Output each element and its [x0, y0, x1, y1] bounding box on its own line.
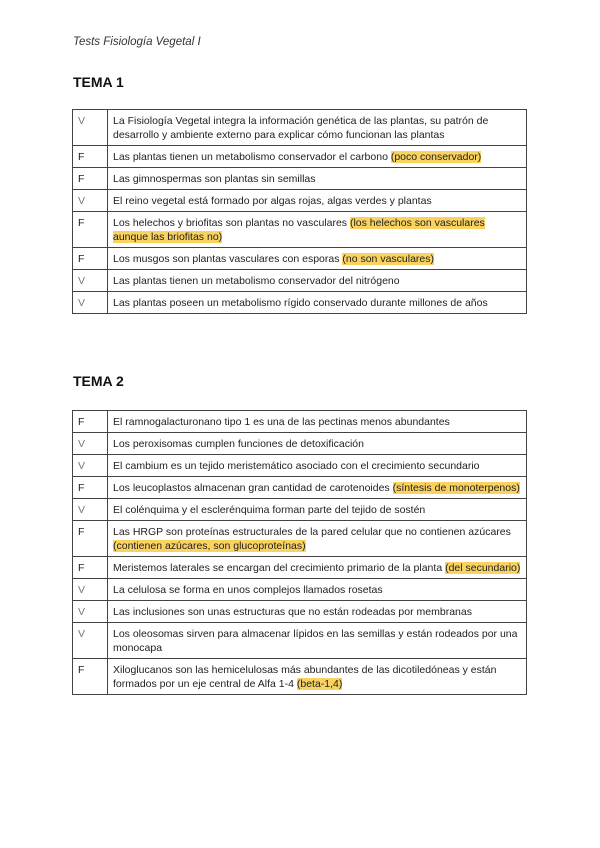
questions-table-tema-2	[72, 410, 527, 695]
statement-text: Las HRGP son proteínas estructurales de la pared celular que no contienen azúcares	[113, 526, 511, 538]
statement-text: Los musgos son plantas vasculares con esporas	[113, 253, 343, 265]
statement-text: Los helechos y briofitas son plantas no vasculares	[113, 217, 350, 229]
question-row	[73, 270, 527, 292]
statement-cell	[108, 557, 527, 579]
statement-text: La Fisiología Vegetal integra la información genética de las plantas, su patrón de desarrollo y ambiente externo para explicar cómo funcionan las plantas	[113, 115, 489, 141]
statement-cell	[108, 521, 527, 557]
answer-cell: V	[73, 292, 108, 314]
correction-highlight: (beta-1,4)	[296, 678, 343, 690]
statement-cell	[108, 601, 527, 623]
correction-highlight: (los helechos son vasculares aunque las briofitas no)	[113, 217, 485, 243]
statement-text: Las gimnospermas son plantas sin semillas	[113, 173, 316, 185]
statement-cell	[108, 168, 527, 190]
answer-cell: V	[73, 110, 108, 146]
correction-highlight: (del secundario)	[445, 562, 521, 574]
answer-cell: F	[73, 212, 108, 248]
section-title-tema-1: TEMA 1	[73, 74, 124, 90]
question-row	[73, 110, 527, 146]
answer-cell: F	[73, 557, 108, 579]
question-row	[73, 146, 527, 168]
statement-text: Los oleosomas sirven para almacenar lípidos en las semillas y están rodeados por una monocapa	[113, 628, 518, 654]
questions-table-tema-1	[72, 109, 527, 314]
question-row	[73, 623, 527, 659]
question-row	[73, 499, 527, 521]
document-header: Tests Fisiología Vegetal I	[73, 36, 201, 48]
statement-cell	[108, 110, 527, 146]
statement-text: Las plantas poseen un metabolismo rígido conservado durante millones de años	[113, 297, 488, 309]
statement-cell	[108, 270, 527, 292]
question-row	[73, 659, 527, 695]
correction-highlight: (poco conservador)	[390, 151, 482, 163]
statement-cell	[108, 248, 527, 270]
statement-text: Las plantas tienen un metabolismo conservador el carbono	[113, 151, 391, 163]
statement-text: El colénquima y el esclerénquima forman parte del tejido de sostén	[113, 504, 426, 516]
statement-cell	[108, 411, 527, 433]
question-row	[73, 557, 527, 579]
statement-cell	[108, 433, 527, 455]
correction-highlight: (contienen azúcares, son glucoproteínas)	[113, 540, 306, 552]
statement-cell	[108, 146, 527, 168]
question-row	[73, 411, 527, 433]
section-title-tema-2: TEMA 2	[73, 373, 124, 389]
question-row	[73, 579, 527, 601]
statement-cell	[108, 455, 527, 477]
question-row	[73, 521, 527, 557]
answer-cell: F	[73, 477, 108, 499]
statement-cell	[108, 212, 527, 248]
answer-cell: F	[73, 168, 108, 190]
answer-cell: V	[73, 499, 108, 521]
statement-text: Las inclusiones son unas estructuras que no están rodeadas por membranas	[113, 606, 472, 618]
statement-cell	[108, 579, 527, 601]
statement-text: El ramnogalacturonano tipo 1 es una de las pectinas menos abundantes	[113, 416, 450, 428]
question-row	[73, 477, 527, 499]
question-row	[73, 212, 527, 248]
answer-cell: F	[73, 146, 108, 168]
question-row	[73, 190, 527, 212]
statement-cell	[108, 477, 527, 499]
statement-text: Las plantas tienen un metabolismo conservador del nitrógeno	[113, 275, 400, 287]
statement-cell	[108, 623, 527, 659]
answer-cell: F	[73, 411, 108, 433]
question-row	[73, 455, 527, 477]
answer-cell: F	[73, 659, 108, 695]
answer-cell: V	[73, 455, 108, 477]
question-row	[73, 433, 527, 455]
question-row	[73, 601, 527, 623]
statement-text: La celulosa se forma en unos complejos llamados rosetas	[113, 584, 383, 596]
correction-highlight: (síntesis de monoterpenos)	[392, 482, 520, 494]
statement-cell	[108, 499, 527, 521]
answer-cell: V	[73, 601, 108, 623]
statement-cell	[108, 659, 527, 695]
answer-cell: V	[73, 579, 108, 601]
correction-highlight: (no son vasculares)	[342, 253, 434, 265]
answer-cell: V	[73, 270, 108, 292]
statement-text: El cambium es un tejido meristemático asociado con el crecimiento secundario	[113, 460, 480, 472]
statement-text: Los leucoplastos almacenan gran cantidad de carotenoides	[113, 482, 393, 494]
statement-text: Los peroxisomas cumplen funciones de detoxificación	[113, 438, 364, 450]
answer-cell: V	[73, 433, 108, 455]
answer-cell: V	[73, 190, 108, 212]
question-row	[73, 168, 527, 190]
question-row	[73, 292, 527, 314]
answer-cell: F	[73, 521, 108, 557]
statement-cell	[108, 292, 527, 314]
statement-text: Xiloglucanos son las hemicelulosas más abundantes de las dicotiledóneas y están formados por un eje central de Alfa 1-4	[113, 664, 497, 690]
answer-cell: V	[73, 623, 108, 659]
question-row	[73, 248, 527, 270]
statement-text: Meristemos laterales se encargan del crecimiento primario de la planta	[113, 562, 446, 574]
answer-cell: F	[73, 248, 108, 270]
statement-cell	[108, 190, 527, 212]
statement-text: El reino vegetal está formado por algas rojas, algas verdes y plantas	[113, 195, 432, 207]
